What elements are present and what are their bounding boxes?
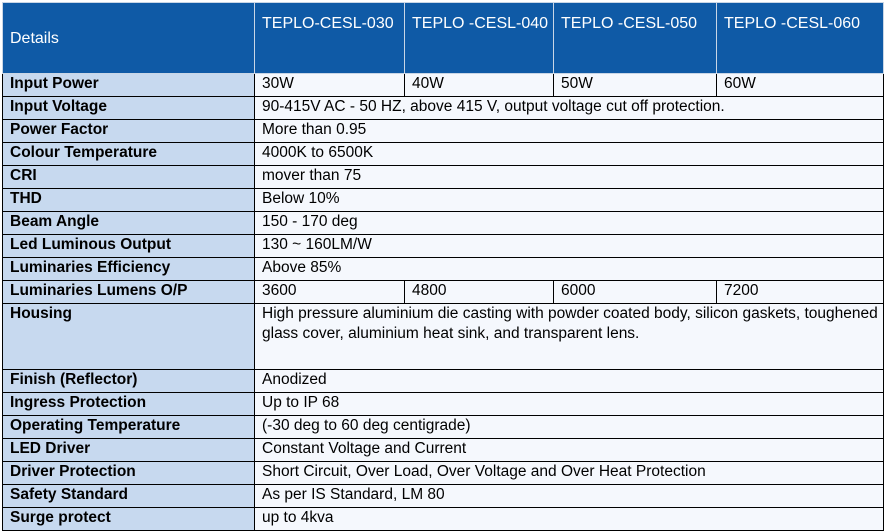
row-label: Housing	[3, 304, 255, 370]
row-cell: 50W	[554, 74, 717, 97]
row-value: 150 - 170 deg	[255, 212, 884, 235]
row-value: Anodized	[255, 370, 884, 393]
table-row	[3, 304, 884, 370]
row-value: (-30 deg to 60 deg centigrade)	[255, 416, 884, 439]
table-row	[3, 439, 884, 462]
table-row	[3, 281, 884, 304]
table-row	[3, 97, 884, 120]
table-row	[3, 166, 884, 189]
row-label: Operating Temperature	[3, 416, 255, 439]
row-label: Input Power	[3, 74, 255, 97]
row-label: Luminaries Efficiency	[3, 258, 255, 281]
table-row	[3, 485, 884, 508]
model-header-040: TEPLO -CESL-040	[405, 3, 554, 74]
table-row	[3, 143, 884, 166]
row-cell: 60W	[717, 74, 884, 97]
row-label: Driver Protection	[3, 462, 255, 485]
row-cell: 40W	[405, 74, 554, 97]
row-label: Led Luminous Output	[3, 235, 255, 258]
model-header-030: TEPLO-CESL-030	[255, 3, 405, 74]
model-header-060: TEPLO -CESL-060	[717, 3, 884, 74]
table-row	[3, 462, 884, 485]
table-row	[3, 74, 884, 97]
row-label: CRI	[3, 166, 255, 189]
table-row	[3, 212, 884, 235]
row-value: Short Circuit, Over Load, Over Voltage and Over Heat Protection	[255, 462, 884, 485]
table-row	[3, 370, 884, 393]
row-label: Input Voltage	[3, 97, 255, 120]
row-label: THD	[3, 189, 255, 212]
row-cell: 7200	[717, 281, 884, 304]
row-label: Beam Angle	[3, 212, 255, 235]
details-header: Details	[3, 3, 255, 74]
row-value: Above 85%	[255, 258, 884, 281]
row-value: As per IS Standard, LM 80	[255, 485, 884, 508]
row-value: Up to IP 68	[255, 393, 884, 416]
row-cell: 6000	[554, 281, 717, 304]
table-row	[3, 508, 884, 531]
table-row	[3, 235, 884, 258]
row-label: LED Driver	[3, 439, 255, 462]
row-label: Safety Standard	[3, 485, 255, 508]
model-header-050: TEPLO -CESL-050	[554, 3, 717, 74]
table-row	[3, 393, 884, 416]
header-row	[3, 3, 884, 74]
row-value: up to 4kva	[255, 508, 884, 531]
row-label: Finish (Reflector)	[3, 370, 255, 393]
row-cell: 3600	[255, 281, 405, 304]
row-value: Below 10%	[255, 189, 884, 212]
row-label: Surge protect	[3, 508, 255, 531]
row-value: 90-415V AC - 50 HZ, above 415 V, output voltage cut off protection.	[255, 97, 884, 120]
row-label: Colour Temperature	[3, 143, 255, 166]
row-value: 130 ~ 160LM/W	[255, 235, 884, 258]
row-label: Luminaries Lumens O/P	[3, 281, 255, 304]
row-value: Constant Voltage and Current	[255, 439, 884, 462]
row-value: More than 0.95	[255, 120, 884, 143]
row-cell: 30W	[255, 74, 405, 97]
row-value: 4000K to 6500K	[255, 143, 884, 166]
table-row	[3, 416, 884, 439]
row-label: Power Factor	[3, 120, 255, 143]
row-label: Ingress Protection	[3, 393, 255, 416]
row-value: mover than 75	[255, 166, 884, 189]
table-row	[3, 258, 884, 281]
row-cell: 4800	[405, 281, 554, 304]
spec-table	[2, 2, 884, 531]
row-value: High pressure aluminium die casting with powder coated body, silicon gaskets, toughened glass cover, aluminium heat sink, and transparent lens.	[255, 304, 884, 370]
table-row	[3, 120, 884, 143]
table-row	[3, 189, 884, 212]
